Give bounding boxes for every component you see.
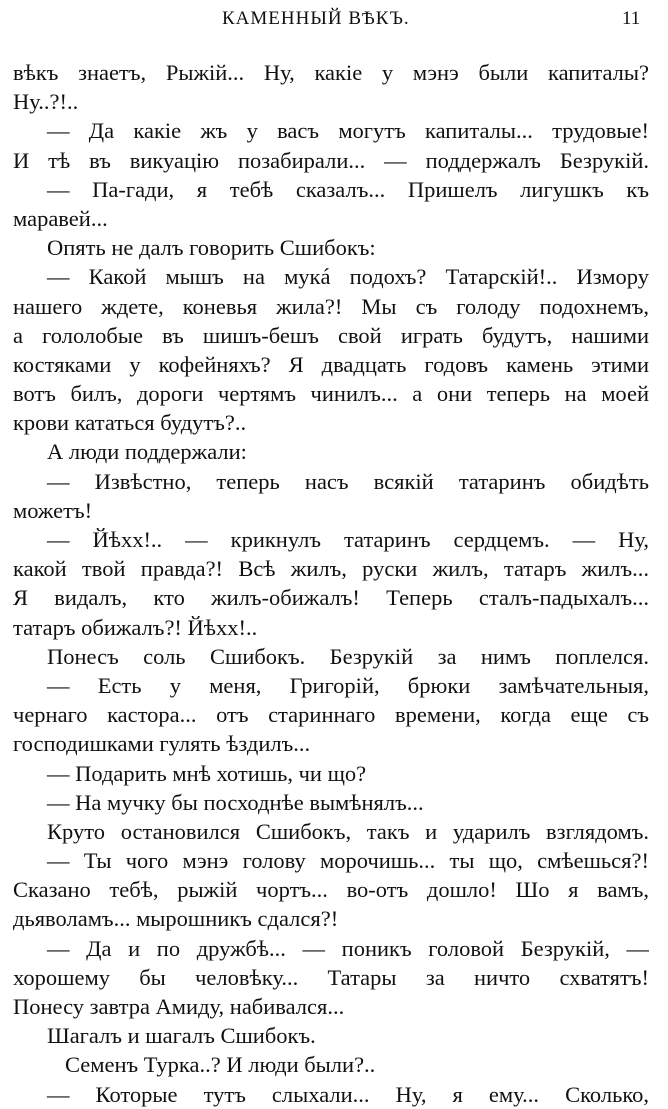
text-line: нашего ждете, коневья жила?! Мы съ голоду подохнемъ,	[13, 293, 649, 319]
text-line: можетъ!	[13, 497, 93, 523]
text-line: а гололобые въ шишъ-бешъ свой играть будутъ, нашими	[13, 322, 649, 348]
text-body	[13, 58, 649, 1109]
text-line: — Да какiе жъ у васъ могутъ капиталы... трудовые!	[47, 118, 649, 144]
text-line: маравей...	[13, 205, 108, 231]
text-line: крови кататься будутъ?..	[13, 410, 247, 436]
text-line: — Извѣстно, теперь насъ всякiй татаринъ обидѣть	[47, 468, 649, 494]
page-number: 11	[622, 8, 641, 29]
text-line: Шагалъ и шагалъ Сшибокъ.	[47, 1023, 316, 1049]
text-line: Я видалъ, кто жилъ-обижалъ! Теперь сталъ-падыхалъ...	[13, 585, 649, 611]
text-line: — Которые тутъ слыхали... Ну, я ему... Сколько,	[47, 1081, 649, 1107]
text-line: Опять не далъ говорить Сшибокъ:	[47, 235, 376, 261]
text-line: — Какой мышъ на мукá подохъ? Татарскiй!.. Измору	[47, 264, 649, 290]
text-line: — Па-гади, я тебѣ сказалъ... Пришелъ лигушкъ къ	[47, 176, 649, 202]
text-line: — Йѣхх!.. — крикнулъ татаринъ сердцемъ. — Ну,	[47, 527, 649, 552]
text-line: — Есть у меня, Григорiй, брюки замѣчательныя,	[47, 672, 649, 698]
text-line: — На мучку бы посходнѣе вымѣнялъ...	[47, 789, 424, 815]
text-line: вѣкъ знаетъ, Рыжiй... Ну, какiе у мэнэ были капиталы?	[13, 60, 649, 85]
text-line: хорошему бы человѣку... Татары за ничто схватятъ!	[13, 964, 649, 990]
text-line: господишками гулять ѣздилъ...	[13, 731, 311, 757]
text-line: Семенъ Турка..? И люди были?..	[65, 1052, 376, 1078]
text-line: дьяволамъ... мырошникъ сдался?!	[13, 906, 339, 932]
text-line: Сказано тебѣ, рыжiй чортъ... во-отъ дошло! Шо я вамъ,	[13, 877, 649, 903]
running-title: КАМЕННЫЙ ВѢКЪ.	[222, 8, 410, 29]
text-line: вотъ билъ, дороги чертямъ чинилъ... а они теперь на моей	[13, 381, 649, 407]
text-line: — Подарить мнѣ хотишь, чи що?	[47, 760, 367, 786]
running-head	[0, 8, 668, 38]
text-line: Понесу завтра Амиду, набивался...	[13, 994, 345, 1019]
text-line: костяками у кофейняхъ? Я двадцать годовъ камень этими	[13, 351, 649, 377]
text-line: — Да и по дружбѣ... — поникъ головой Безрукiй, —	[47, 935, 649, 961]
text-line: Понесъ соль Сшибокъ. Безрукiй за нимъ поплелся.	[47, 643, 649, 669]
text-line: Ну..?!..	[13, 89, 79, 115]
text-line: А люди поддержали:	[47, 439, 247, 465]
text-line: чернаго кастора... отъ стариннаго времени, когда еще съ	[13, 702, 649, 728]
text-line: татаръ обижалъ?! Йѣхх!..	[13, 614, 258, 640]
text-line: какой твой правда?! Всѣ жилъ, руски жилъ, татаръ жилъ...	[13, 556, 649, 582]
text-line: И тѣ въ викуацiю позабирали... — поддержалъ Безрукiй.	[13, 147, 649, 173]
text-line: — Ты чого мэнэ голову морочишь... ты що, смѣешься?!	[47, 848, 649, 874]
text-line: Круто остановился Сшибокъ, такъ и ударилъ взглядомъ.	[47, 818, 649, 844]
